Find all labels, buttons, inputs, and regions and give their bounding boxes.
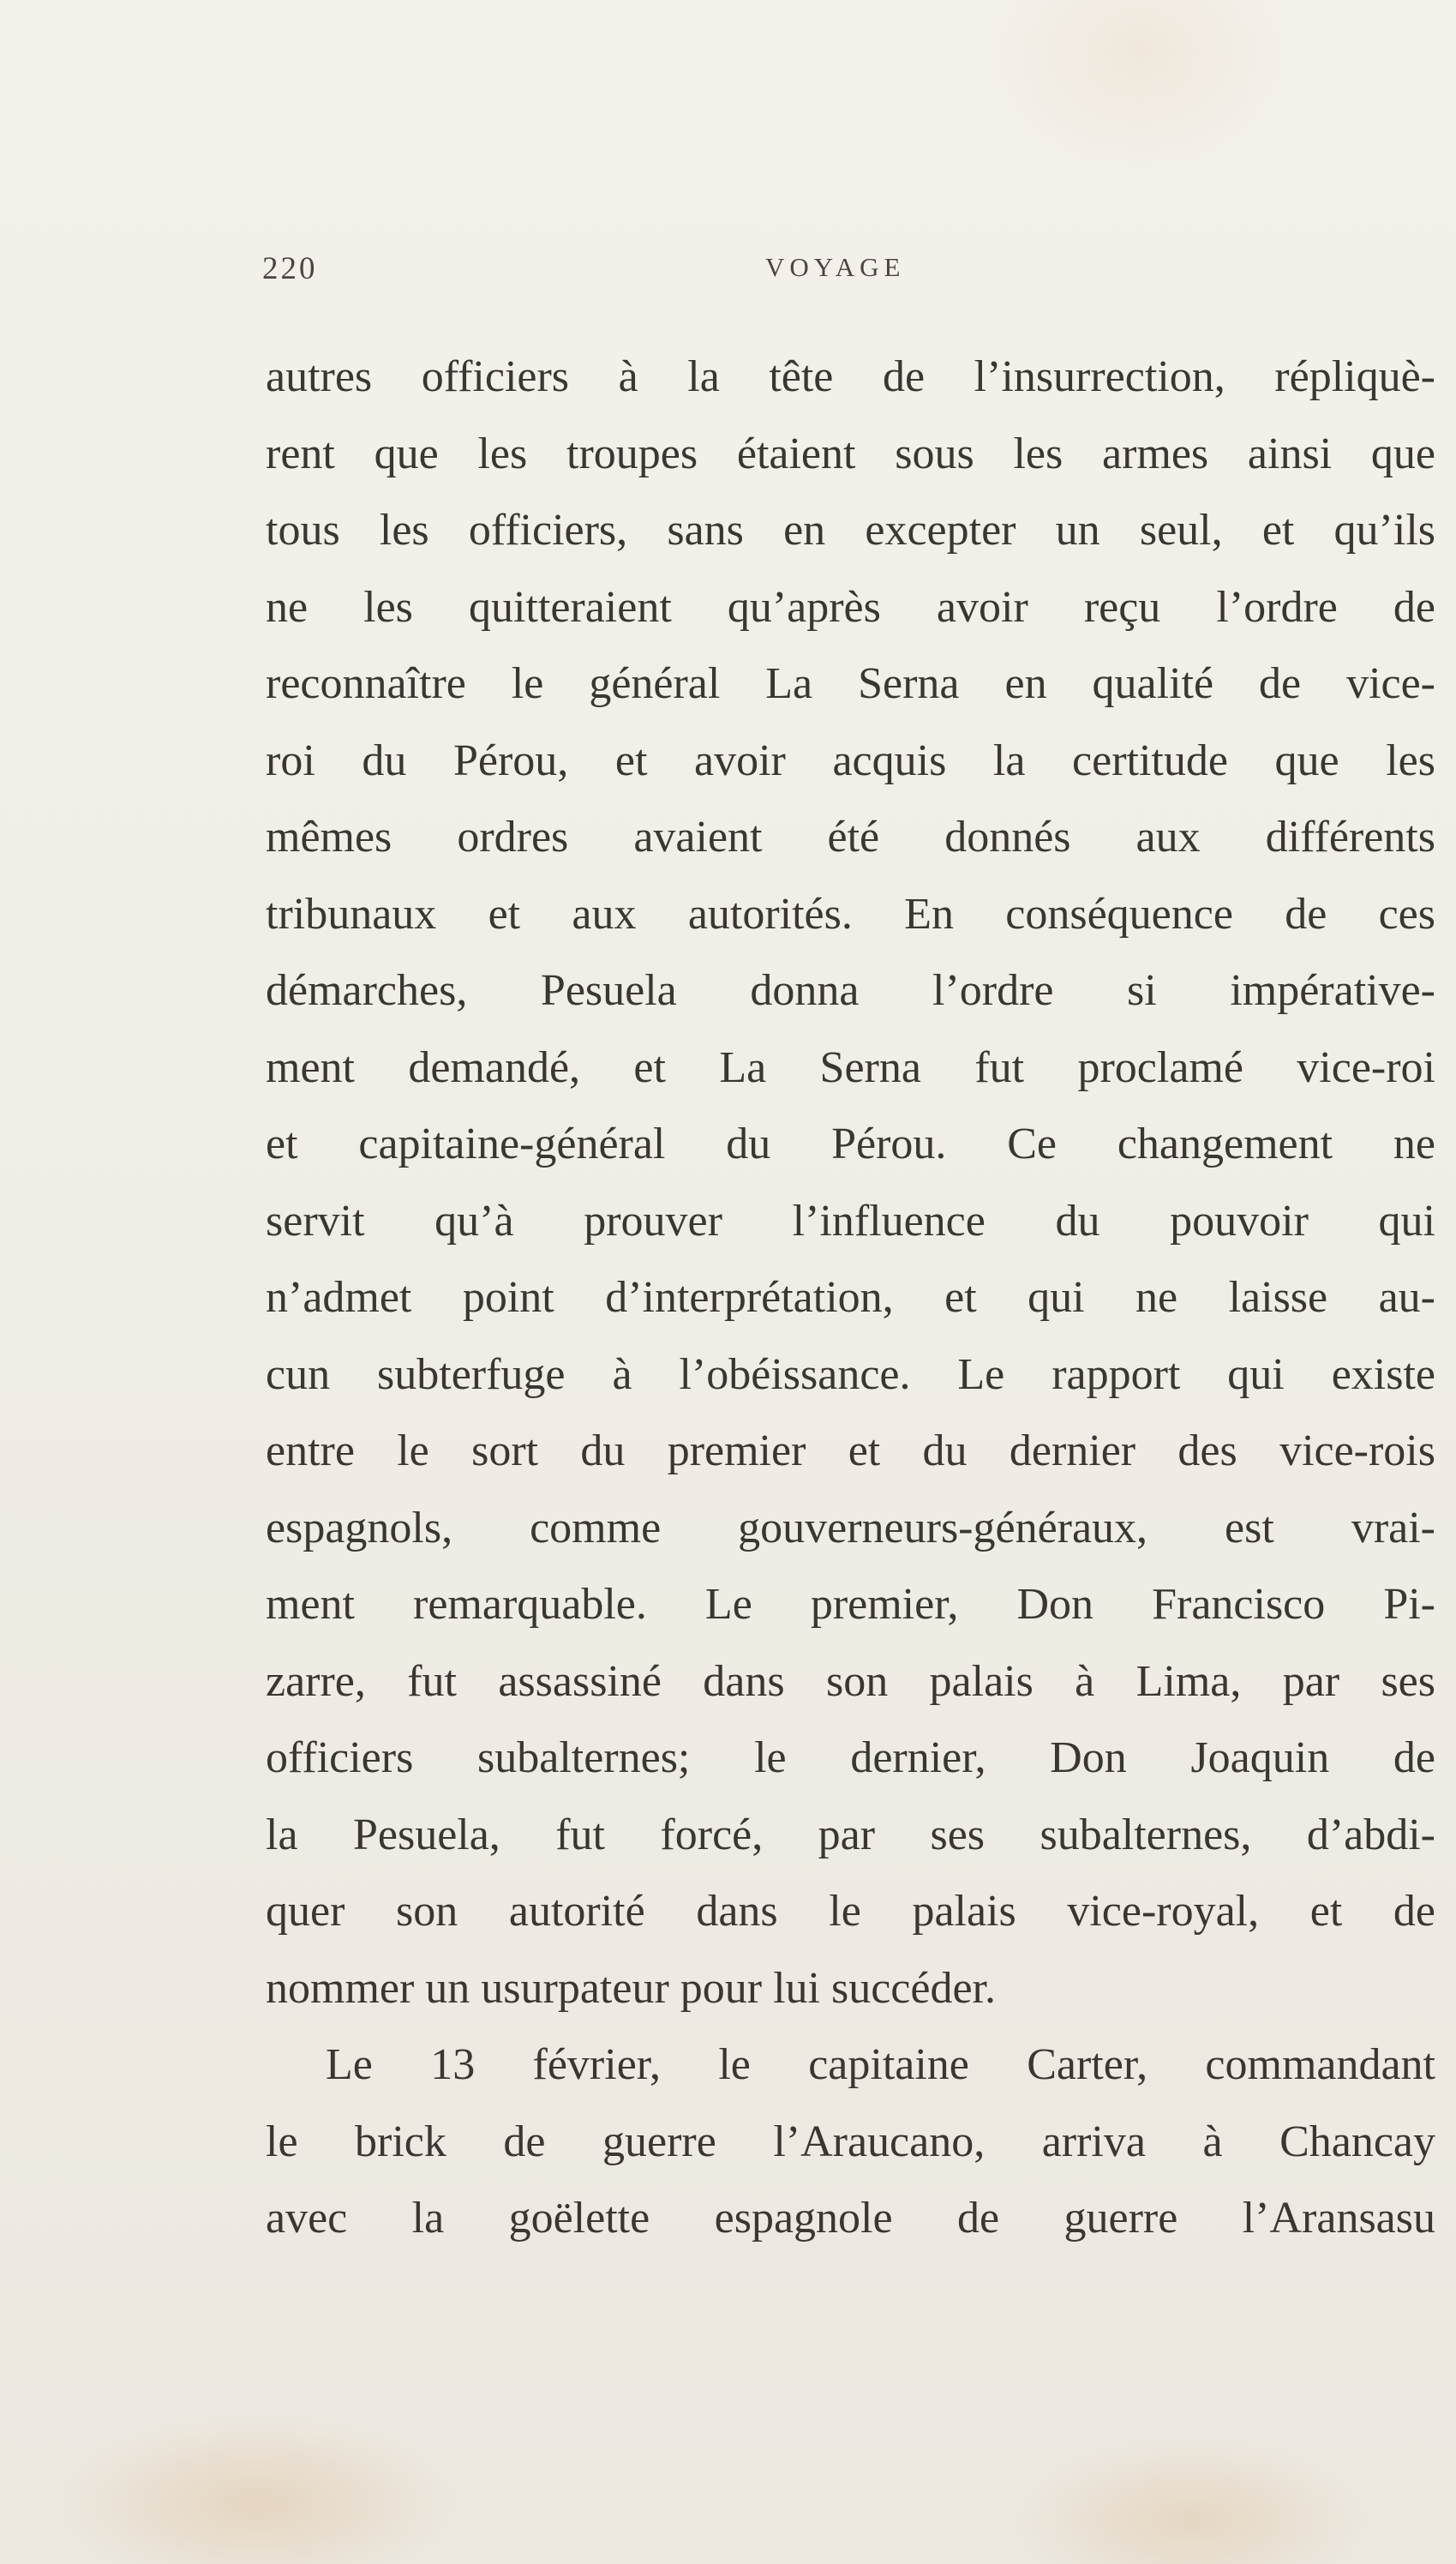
text-line: officiers subalternes; le dernier, Don Joaquin de — [266, 1733, 1435, 1782]
text-line: avec la goëlette espagnole de guerre l’Aransasu — [266, 2194, 1435, 2243]
page-number: 220 — [262, 251, 318, 286]
text-line: reconnaître le général La Serna en qualité de vice- — [266, 659, 1435, 708]
running-head — [0, 250, 1456, 293]
text-line: ment remarquable. Le premier, Don Francisco Pi- — [266, 1580, 1435, 1629]
text-line: zarre, fut assassiné dans son palais à Lima, par ses — [266, 1656, 1435, 1706]
text-line: nommer un usurpateur pour lui succéder. — [266, 1963, 996, 2013]
text-line: servit qu’à prouver l’influence du pouvoir qui — [266, 1196, 1435, 1246]
text-line: démarches, Pesuela donna l’ordre si impérative- — [266, 966, 1435, 1015]
text-line: mêmes ordres avaient été donnés aux différents — [266, 813, 1435, 862]
text-line: autres officiers à la tête de l’insurrection, répliquè- — [266, 352, 1435, 401]
text-line: la Pesuela, fut forcé, par ses subalternes, d’abdi- — [266, 1810, 1435, 1859]
body-text — [266, 339, 1435, 2257]
text-line: ment demandé, et La Serna fut proclamé vice-roi — [266, 1042, 1435, 1092]
text-line: et capitaine-général du Pérou. Ce changement ne — [266, 1120, 1435, 1168]
running-title: VOYAGE — [765, 252, 906, 282]
text-line: cun subterfuge à l’obéissance. Le rapport qui existe — [266, 1349, 1435, 1399]
text-line: quer son autorité dans le palais vice-royal, et de — [266, 1887, 1435, 1936]
text-line: rent que les troupes étaient sous les armes ainsi que — [266, 429, 1435, 478]
text-line: le brick de guerre l’Araucano, arriva à Chancay — [266, 2117, 1435, 2166]
text-line: tous les officiers, sans en excepter un seul, et qu’ils — [266, 506, 1435, 555]
text-line: espagnols, comme gouverneurs-généraux, est vrai- — [266, 1503, 1435, 1552]
text-line: entre le sort du premier et du dernier des vice-rois — [266, 1426, 1435, 1475]
text-line: Le 13 février, le capitaine Carter, commandant — [326, 2040, 1435, 2089]
text-line: ne les quitteraient qu’après avoir reçu l’ordre de — [266, 582, 1435, 632]
text-line: n’admet point d’interprétation, et qui ne laisse au- — [266, 1273, 1435, 1322]
text-line: roi du Pérou, et avoir acquis la certitude que les — [266, 736, 1435, 785]
text-line: tribunaux et aux autorités. En conséquence de ces — [266, 889, 1435, 939]
